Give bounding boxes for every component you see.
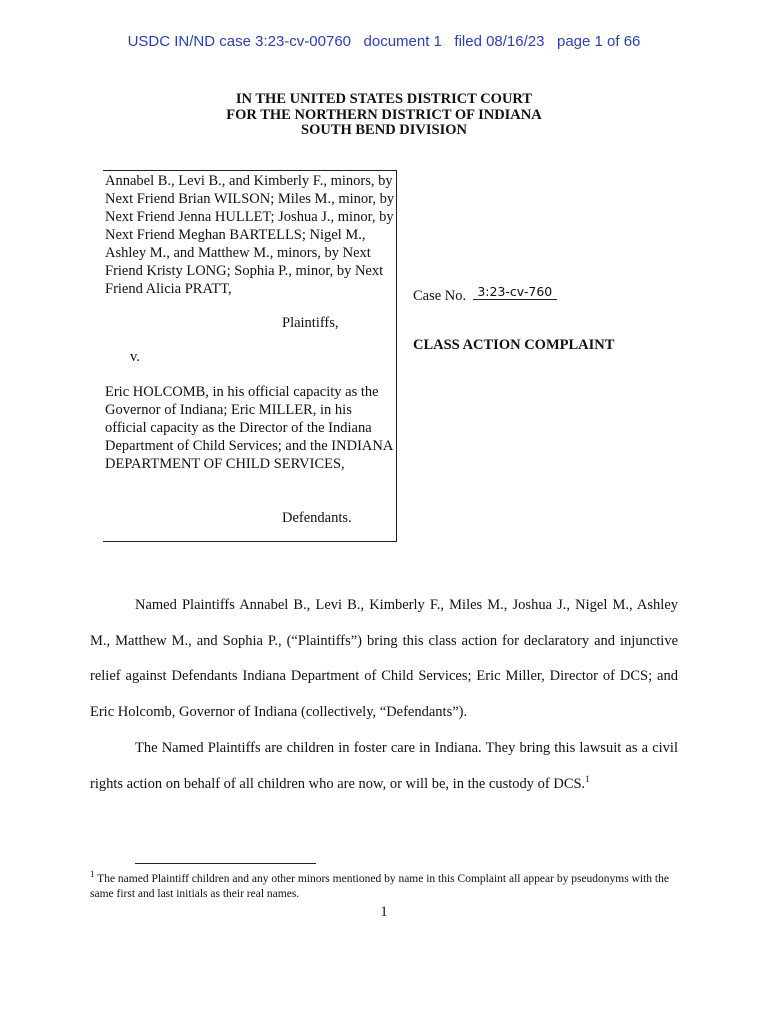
footnote-divider <box>135 863 316 864</box>
case-number-label: Case No. <box>413 288 467 304</box>
paragraph-text: Named Plaintiffs Annabel B., Levi B., Kimberly F., Miles M., Joshua J., Nigel M., Ashley M., Matthew M., and Sophia P., (“Plaintiffs”) bring this class action for declaratory and injunctive relief against Defendants Indiana Department of Child Services; Eric Miller, Director of DCS; and Eric Holcomb, Governor of Indiana (collectively, “Defendants”). <box>90 597 678 720</box>
court-title-line1: IN THE UNITED STATES DISTRICT COURT <box>235 91 533 107</box>
court-title-line2: FOR THE NORTHERN DISTRICT OF INDIANA <box>226 106 542 123</box>
body-paragraph <box>90 588 678 730</box>
plaintiffs-label: Plaintiffs, <box>282 315 339 331</box>
complaint-title: CLASS ACTION COMPLAINT <box>413 337 615 353</box>
case-caption-box <box>103 170 397 542</box>
page-number: 1 <box>380 904 388 920</box>
caption-top-rule <box>103 170 396 171</box>
court-title <box>0 92 768 139</box>
ecf-header: USDC IN/ND case 3:23-cv-00760 document 1 filed 08/16/23 page 1 of 66 <box>127 33 641 50</box>
defendants-names: Eric HOLCOMB, in his official capacity as the Governor of Indiana; Eric MILLER, in his official capacity as the Director of the Indiana Department of Child Services; and the INDIANA DEPARTMENT OF CHILD SERVICES, <box>105 384 393 472</box>
defendants-label: Defendants. <box>282 510 352 526</box>
footnote-reference: 1 <box>585 773 590 784</box>
plaintiffs-names: Annabel B., Levi B., and Kimberly F., minors, by Next Friend Brian WILSON; Miles M., minor, by Next Friend Jenna HULLET; Joshua J., minor, by Next Friend Meghan BARTELLS; Nigel M., Ashley M., and Matthew M., minors, by Next Friend Kristy LONG; Sophia P., minor, by Next Friend Alicia PRATT, <box>105 173 395 297</box>
court-title-line3: SOUTH BEND DIVISION <box>301 122 467 138</box>
footnote-marker: 1 <box>90 869 95 880</box>
body-paragraph <box>90 731 678 802</box>
versus-label: v. <box>130 349 140 365</box>
paragraph-text: The Named Plaintiffs are children in foster care in Indiana. They bring this lawsuit as a civil rights action on behalf of all children who are now, or will be, in the custody of DCS. <box>90 740 678 792</box>
footnote <box>90 869 686 902</box>
footnote-text: The named Plaintiff children and any other minors mentioned by name in this Complaint all appear by pseudonyms with the same first and last initials as their real names. <box>90 873 669 900</box>
case-number <box>413 284 557 305</box>
case-number-value: 3:23-cv-760 <box>473 284 557 300</box>
